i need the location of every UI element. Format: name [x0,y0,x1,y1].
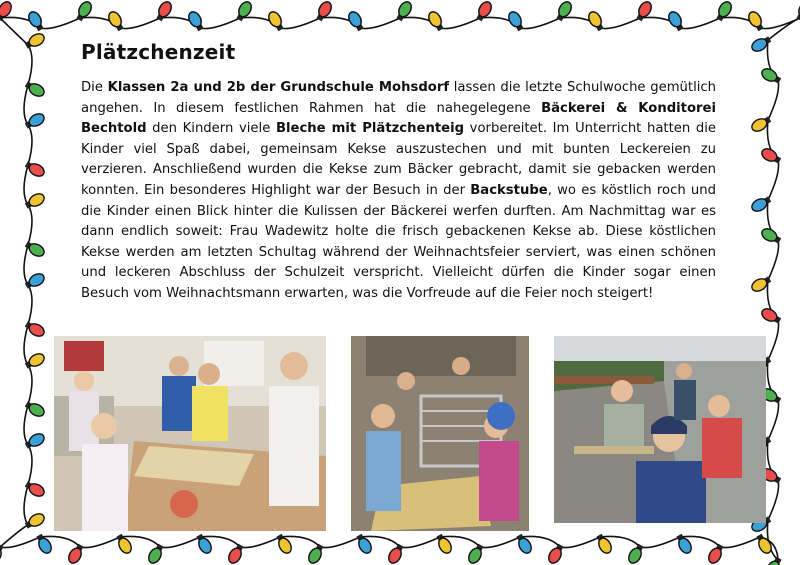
light-bulb-icon [634,0,654,22]
light-bulb-icon [750,34,773,54]
light-bulb-icon [426,10,446,33]
paragraph-text: , wo es köstlich roch und die Kinder einen Blick hinter die Kulissen der Bäckerei werfen durften. Am Nachmittag war es dann endlich soweit: Frau Wadewitz holte die frisch gebackenen Kekse ab. Diese köstlichen Kekse werden am letzten Schultag während der Weihnachtsfeier serviert, was einen schönen und leckeren Abschluss der Schulzeit verspricht. Vielleicht dürfen die Kinder sogar einen Besuch vom Weihnachtsmann erwarten, was die Vorfreude auf die Feier noch steigert! [81,182,717,301]
light-bulb-icon [760,146,783,166]
light-bulb-icon [554,0,574,22]
light-bulb-icon [186,10,206,33]
light-bulb-icon [24,191,47,211]
paragraph-text: vorbereitet. Im Unterricht hatten die Kinder viel Spaß dabei, gemeinsam Kekse auszustechen und mit bunten Leckereien zu verzieren. Anschließend wurden die Kekse zum Bäcker gebracht, damit sie gebacken werden konnten. Ein besonderes Highlight war der Besuch in der [81,121,716,198]
paragraph-text: lassen die letzte Schulwoche gemütlich angehen. In diesem festlichen Rahmen hat die nahegelegene [81,80,717,116]
light-bulb-icon [594,533,614,556]
light-bulb-icon [274,533,294,556]
classroom-photo [54,336,326,531]
light-bulb-icon [26,10,46,33]
light-bulb-icon [354,533,374,556]
highlighted-text: Klassen 2a und 2b der Grundschule Mohsdorf [107,80,450,95]
light-bulb-icon [24,351,47,371]
light-bulb-icon [114,533,134,556]
light-bulb-icon [760,66,783,86]
light-bulb-icon [314,0,334,22]
paragraph-text: den Kindern viele [146,121,276,137]
page-title: Plätzchenzeit [81,40,236,64]
light-bulb-icon [24,399,47,419]
light-bulb-icon [386,543,406,565]
light-bulb-icon [794,0,800,22]
light-bulb-icon [154,0,174,22]
light-bulb-icon [24,431,47,451]
highlighted-text: Bleche mit Plätzchenteig [275,121,465,137]
light-bulb-icon [106,10,126,33]
light-bulb-icon [760,306,783,326]
light-bulb-icon [146,543,166,565]
light-bulb-icon [24,239,47,259]
light-bulb-icon [24,159,47,179]
light-bulb-icon [514,533,534,556]
light-bulb-icon [34,533,54,556]
outdoor-photo [554,336,766,523]
light-bulb-icon [0,543,6,565]
light-bulb-icon [266,10,286,33]
light-bulb-icon [466,543,486,565]
light-bulb-icon [674,533,694,556]
light-bulb-icon [754,533,774,556]
light-bulb-icon [24,511,47,531]
highlighted-text: Backstube [470,182,548,198]
light-bulb-icon [750,274,773,294]
light-bulb-icon [24,479,47,499]
bakery-photo [351,336,529,531]
paragraph-text: Die [81,80,108,95]
light-bulb-icon [24,79,47,99]
article-paragraph [81,78,716,305]
light-bulb-icon [24,319,47,339]
light-bulb-icon [706,543,726,565]
light-bulb-icon [434,533,454,556]
light-bulb-icon [194,533,214,556]
light-bulb-icon [760,226,783,246]
light-bulb-icon [750,194,773,214]
light-bulb-icon [746,10,766,33]
light-bulb-icon [714,0,734,22]
light-bulb-icon [586,10,606,33]
light-bulb-icon [306,543,326,565]
light-bulb-icon [66,543,86,565]
light-bulb-icon [74,0,94,22]
light-bulb-icon [226,543,246,565]
light-bulb-icon [546,543,566,565]
light-bulb-icon [666,10,686,33]
light-bulb-icon [764,556,784,565]
light-bulb-icon [394,0,414,22]
light-bulb-icon [24,111,47,131]
highlighted-text: Bäckerei & Konditorei Bechtold [81,100,716,137]
light-bulb-icon [234,0,254,22]
light-bulb-icon [0,0,14,22]
light-bulb-icon [626,543,646,565]
light-bulb-icon [750,114,773,134]
light-bulb-icon [24,271,47,291]
light-bulb-icon [506,10,526,33]
light-bulb-icon [24,31,47,51]
light-bulb-icon [474,0,494,22]
light-bulb-icon [346,10,366,33]
